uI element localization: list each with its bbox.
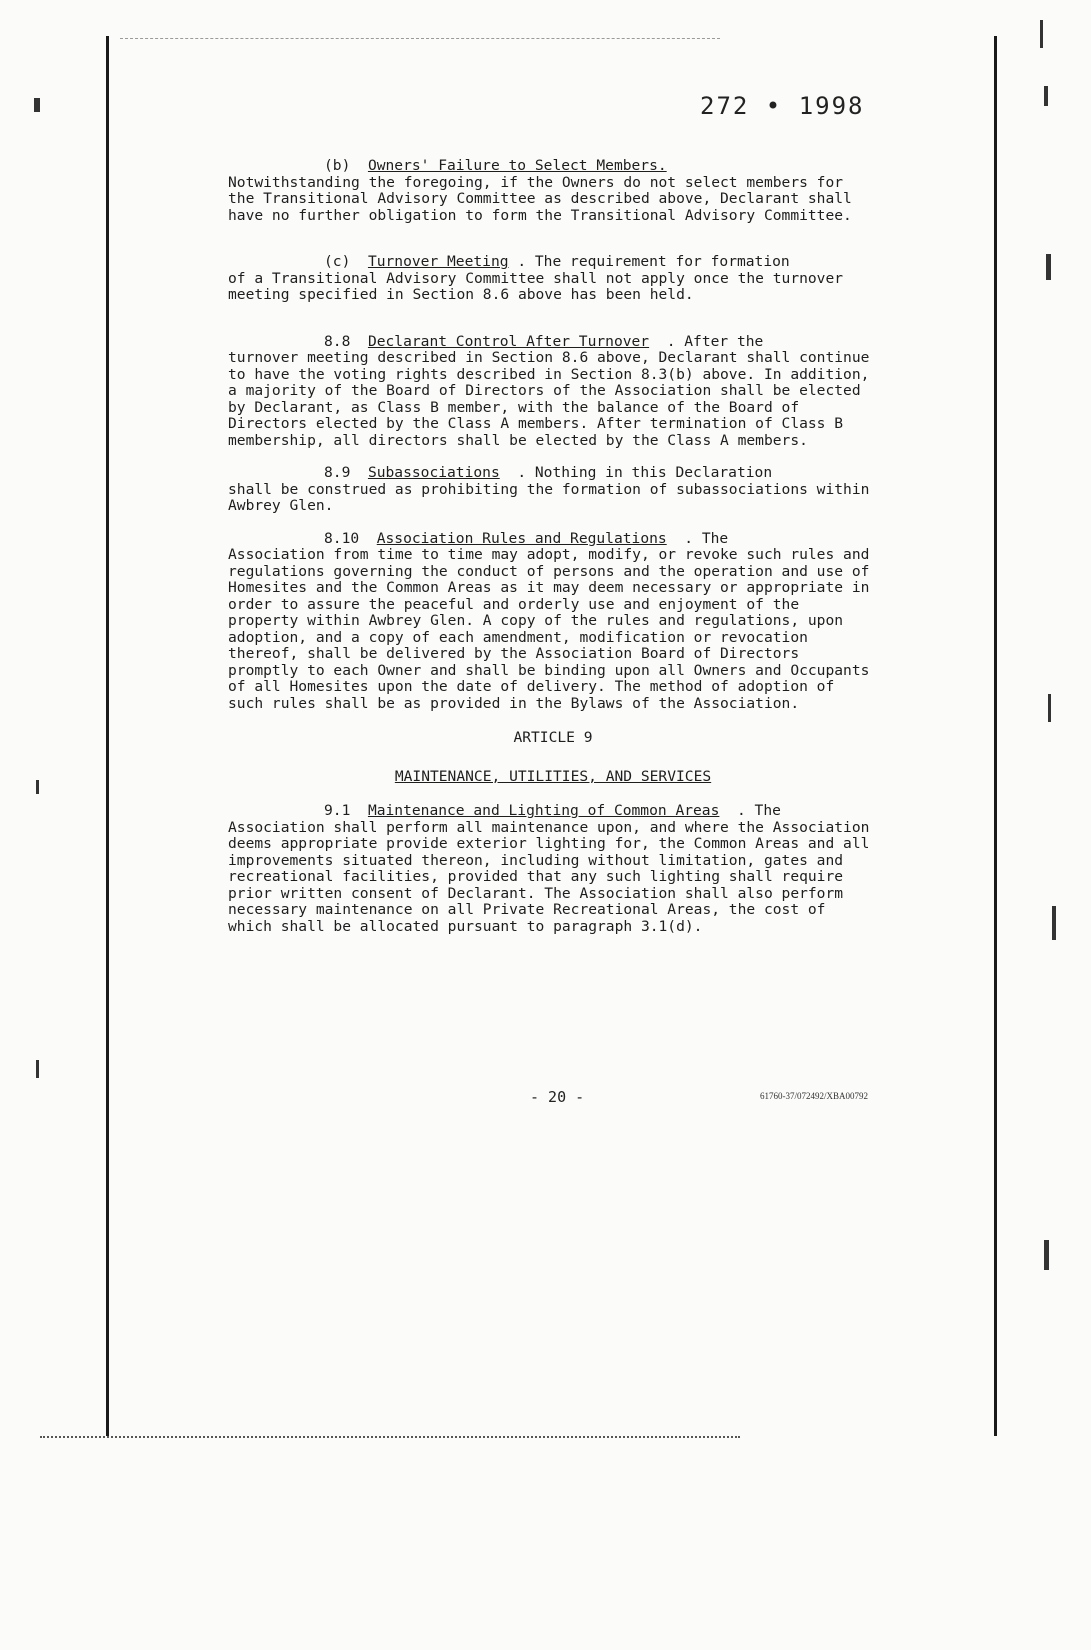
- heading-declarant-control: Declarant Control After Turnover: [367, 332, 650, 350]
- document-code: 61760-37/072492/XBA00792: [760, 1091, 868, 1101]
- scan-artifact: [36, 1060, 39, 1078]
- paragraph-8-8: 8.8 Declarant Control After Turnover . After the turnover meeting described in Section 8.6 above, Declarant shall continue to have the voting rights described in Section 8.3(b) above. In addition, a majority of the Board of Directors of the Association shall be elected by Declarant, as Class B member, with the balance of the Board of Directors elected by the Class A members. After termination of Class B membership, all directors shall be elected by the Class A members.: [228, 332, 870, 449]
- heading-owners-failure: Owners' Failure to Select Members.: [367, 157, 667, 174]
- heading-association-rules: Association Rules and Regulations: [376, 529, 667, 547]
- page-top-border: [120, 38, 720, 40]
- page-bottom-border: [40, 1436, 740, 1440]
- document-reference-number: 272 • 1998: [700, 92, 865, 120]
- paragraph-b-text: Notwithstanding the foregoing, if the Owners do not select members for the Transitional Advisory Committee as described above, Declarant shall have no further obligation to form the Transitional Advisory Committee.: [228, 173, 852, 224]
- paragraph-c: (c) Turnover Meeting . The requirement for formation of a Transitional Advisory Committee shall not apply once the turnover meeting specified in Section 8.6 above has been held.: [228, 253, 844, 303]
- scan-artifact: [1046, 254, 1051, 280]
- paragraph-b: (b) Owners' Failure to Select Members. Notwithstanding the foregoing, if the Owners do not select members for the Transitional Advisory Committee as described above, Declarant shall have no further obligation to form the Transitional Advisory Committee.: [228, 157, 852, 224]
- heading-maintenance-lighting: Maintenance and Lighting of Common Areas: [367, 802, 720, 819]
- page-left-border: [106, 36, 109, 1436]
- paragraph-8-9: 8.9 Subassociations . Nothing in this Declaration shall be construed as prohibiting the formation of subassociations within Awbrey Glen.: [228, 464, 870, 514]
- document-body: [228, 158, 878, 951]
- scan-artifact: [1040, 20, 1043, 48]
- paragraph-8-10: 8.10 Association Rules and Regulations . The Association from time to time may adopt, modify, or revoke such rules and regulations governing the conduct of persons and the operation and use of Homesites and the Common Areas as it may deem necessary or appropriate in order to assure the peaceful and orderly use and enjoyment of the property within Awbrey Glen. A copy of the rules and regulations, upon adoption, and a copy of each amendment, modification or revocation thereof, shall be delivered by the Association Board of Directors promptly to each Owner and shall be binding upon all Owners and Occupants of all Homesites upon the date of delivery. The method of adoption of such rules shall be as provided in the Bylaws of the Association.: [228, 529, 870, 712]
- paragraph-9-1-text: Association shall perform all maintenance upon, and where the Association deems appropriate provide exterior lighting for, the Common Areas and all improvements situated thereon, including without limitation, gates and recreational facilities, provided that any such lighting shall require prior written consent of Declarant. The Association shall also perform necessary maintenance on all Private Recreational Areas, the cost of which shall be allocated pursuant to paragraph 3.1(d).: [228, 818, 870, 935]
- page-right-border: [994, 36, 997, 1436]
- article-heading: ARTICLE 9: [513, 729, 593, 746]
- scan-artifact: [1044, 86, 1048, 106]
- paragraph-9-1: 9.1 Maintenance and Lighting of Common Areas . The Association shall perform all maintenance upon, and where the Association deems appropriate provide exterior lighting for, the Common Areas and all improvements situated thereon, including without limitation, gates and recreational facilities, provided that any such lighting shall require prior written consent of Declarant. The Association shall also perform necessary maintenance on all Private Recreational Areas, the cost of which shall be allocated pursuant to paragraph 3.1(d).: [228, 802, 870, 935]
- page-number: - 20 -: [530, 1088, 585, 1106]
- paragraph-8-8-text: turnover meeting described in Section 8.6 above, Declarant shall continue to have the voting rights described in Section 8.3(b) above. In addition, a majority of the Board of Directors of the Association shall be elected by Declarant, as Class B member, with the balance of the Board of Directors elected by the Class A members. After termination of Class B membership, all directors shall be elected by the Class A members.: [228, 349, 870, 449]
- paragraph-8-10-text: Association from time to time may adopt, modify, or revoke such rules and regulations governing the conduct of persons and the operation and use of Homesites and the Common Areas as it may deem necessary or appropriate in order to assure the peaceful and orderly use and enjoyment of the property within Awbrey Glen. A copy of the rules and regulations, upon adoption, and a copy of each amendment, modification or revocation thereof, shall be delivered by the Association Board of Directors promptly to each Owner and shall be binding upon all Owners and Occupants of all Homesites upon the date of delivery. The method of adoption of such rules shall be as provided in the Bylaws of the Association.: [228, 546, 870, 712]
- scan-artifact: [1048, 694, 1051, 722]
- article-title: MAINTENANCE, UTILITIES, AND SERVICES: [394, 767, 712, 785]
- paragraph-c-text: of a Transitional Advisory Committee shall not apply once the turnover meeting specified in Section 8.6 above has been held.: [228, 269, 844, 303]
- scan-artifact: [34, 98, 40, 112]
- paragraph-8-9-text: shall be construed as prohibiting the formation of subassociations within Awbrey Glen.: [228, 480, 870, 514]
- scan-artifact: [1044, 1240, 1049, 1270]
- heading-turnover-meeting: Turnover Meeting: [367, 253, 509, 270]
- heading-subassociations: Subassociations: [367, 464, 500, 481]
- scan-artifact: [1052, 906, 1056, 940]
- scan-artifact: [36, 780, 39, 794]
